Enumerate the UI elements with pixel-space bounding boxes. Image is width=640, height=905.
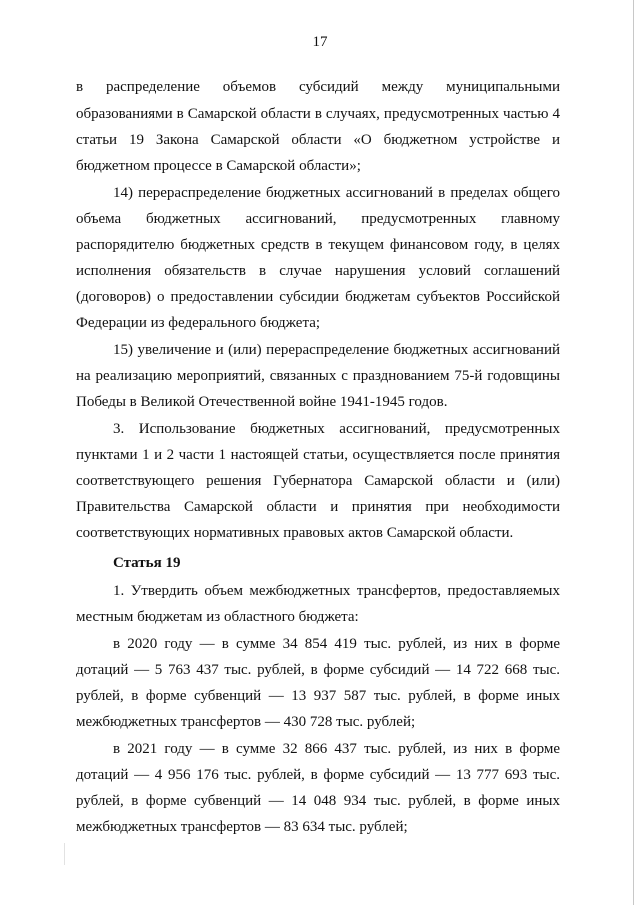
document-body [76, 74, 560, 840]
paragraph-year-2020: в 2020 году — в сумме 34 854 419 тыс. рублей, из них в форме дотаций — 5 763 437 тыс. рублей, в форме субсидий — 14 722 668 тыс. рублей, в форме субвенций — 13 937 587 тыс. рублей, в форме иных межбюджетных трансфертов — 430 728 тыс. рублей; [76, 636, 560, 730]
scan-edge-line [633, 0, 634, 905]
paragraph-part-3: 3. Использование бюджетных ассигнований, предусмотренных пунктами 1 и 2 части 1 настоящей статьи, осуществляется после принятия соответствующего решения Губернатора Самарской области и (или) Правительства Самарской области и принятия при необходимости соответствующих нормативных правовых актов Самарской области. [76, 421, 560, 541]
article-heading: Статья 19 [113, 555, 181, 571]
page-number: 17 [312, 34, 328, 50]
paragraph-continuation: образованиями в Самарской области в случаях, предусмотренных частью 4 статьи 19 Закона Самарской области «О бюджетном устройстве и бюджетном процессе в Самарской области»; [76, 106, 560, 174]
paragraph-item-15: 15) увеличение и (или) перераспределение бюджетных ассигнований на реализацию мероприятий, связанных с празднованием 75-й годовщины Победы в Великой Отечественной войне 1941-1945 годов. [76, 342, 560, 410]
paragraph-continuation-line: в распределение объемов субсидий между муниципальными [76, 79, 560, 95]
paragraph-year-2021: в 2021 году — в сумме 32 866 437 тыс. рублей, из них в форме дотаций — 4 956 176 тыс. рублей, в форме субсидий — 13 777 693 тыс. рублей, в форме субвенций — 14 048 934 тыс. рублей, в форме иных межбюджетных трансфертов — 83 634 тыс. рублей; [76, 741, 560, 835]
paragraph-article-19-part-1: 1. Утвердить объем межбюджетных трансфертов, предоставляемых местным бюджетам из областного бюджета: [76, 583, 560, 625]
scan-artifact [64, 843, 65, 865]
paragraph-item-14: 14) перераспределение бюджетных ассигнований в пределах общего объема бюджетных ассигнований, предусмотренных главному распорядителю бюджетных средств в текущем финансовом году, в целях исполнения обязательств в случае нарушения условий соглашений (договоров) о предоставлении субсидии бюджетам субъектов Российской Федерации из федерального бюджета; [76, 185, 560, 331]
